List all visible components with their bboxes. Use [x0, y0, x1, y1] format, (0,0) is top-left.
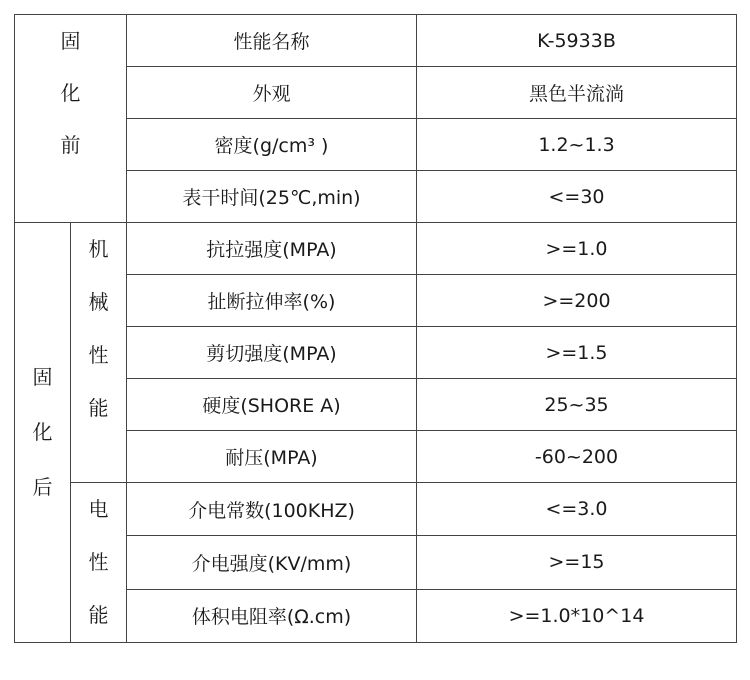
value-cell: 25~35 — [417, 379, 737, 431]
value-cell: 黑色半流淌 — [417, 67, 737, 119]
mechanical-char: 械 — [88, 290, 109, 314]
table-row — [15, 15, 737, 67]
before-cure-char: 前 — [60, 133, 81, 157]
property-cell: 介电强度(KV/mm) — [127, 536, 417, 589]
property-cell: 硬度(SHORE A) — [127, 379, 417, 431]
value-cell: >=1.0 — [417, 223, 737, 275]
before-cure-char: 化 — [60, 81, 81, 105]
property-cell: 外观 — [127, 67, 417, 119]
spec-table — [14, 14, 737, 643]
before-cure-label — [15, 15, 127, 223]
header-property-cell: 性能名称 — [127, 15, 417, 67]
header-value-cell: K-5933B — [417, 15, 737, 67]
value-cell: <=30 — [417, 171, 737, 223]
mechanical-char: 能 — [88, 396, 109, 420]
property-cell: 抗拉强度(MPA) — [127, 223, 417, 275]
before-cure-char: 固 — [60, 29, 81, 53]
property-cell: 剪切强度(MPA) — [127, 327, 417, 379]
value-cell: >=1.0*10^14 — [417, 589, 737, 642]
property-cell: 体积电阻率(Ω.cm) — [127, 589, 417, 642]
value-cell: >=15 — [417, 536, 737, 589]
electrical-char: 电 — [88, 497, 109, 521]
after-cure-char: 化 — [32, 420, 53, 444]
mechanical-char: 机 — [88, 237, 109, 261]
mechanical-char: 性 — [88, 343, 109, 367]
value-cell: <=3.0 — [417, 483, 737, 536]
electrical-group-label — [71, 483, 127, 643]
mechanical-group-label — [71, 223, 127, 483]
value-cell: >=1.5 — [417, 327, 737, 379]
value-cell: >=200 — [417, 275, 737, 327]
property-cell: 表干时间(25℃,min) — [127, 171, 417, 223]
property-cell: 耐压(MPA) — [127, 431, 417, 483]
table-row — [15, 483, 737, 536]
after-cure-char: 固 — [32, 365, 53, 389]
property-cell: 密度(g/cm³ ) — [127, 119, 417, 171]
electrical-char: 能 — [88, 603, 109, 627]
electrical-char: 性 — [88, 550, 109, 574]
table-row — [15, 223, 737, 275]
value-cell: -60~200 — [417, 431, 737, 483]
after-cure-char: 后 — [32, 475, 53, 499]
property-cell: 扯断拉伸率(%) — [127, 275, 417, 327]
after-cure-label — [15, 223, 71, 643]
value-cell: 1.2~1.3 — [417, 119, 737, 171]
property-cell: 介电常数(100KHZ) — [127, 483, 417, 536]
